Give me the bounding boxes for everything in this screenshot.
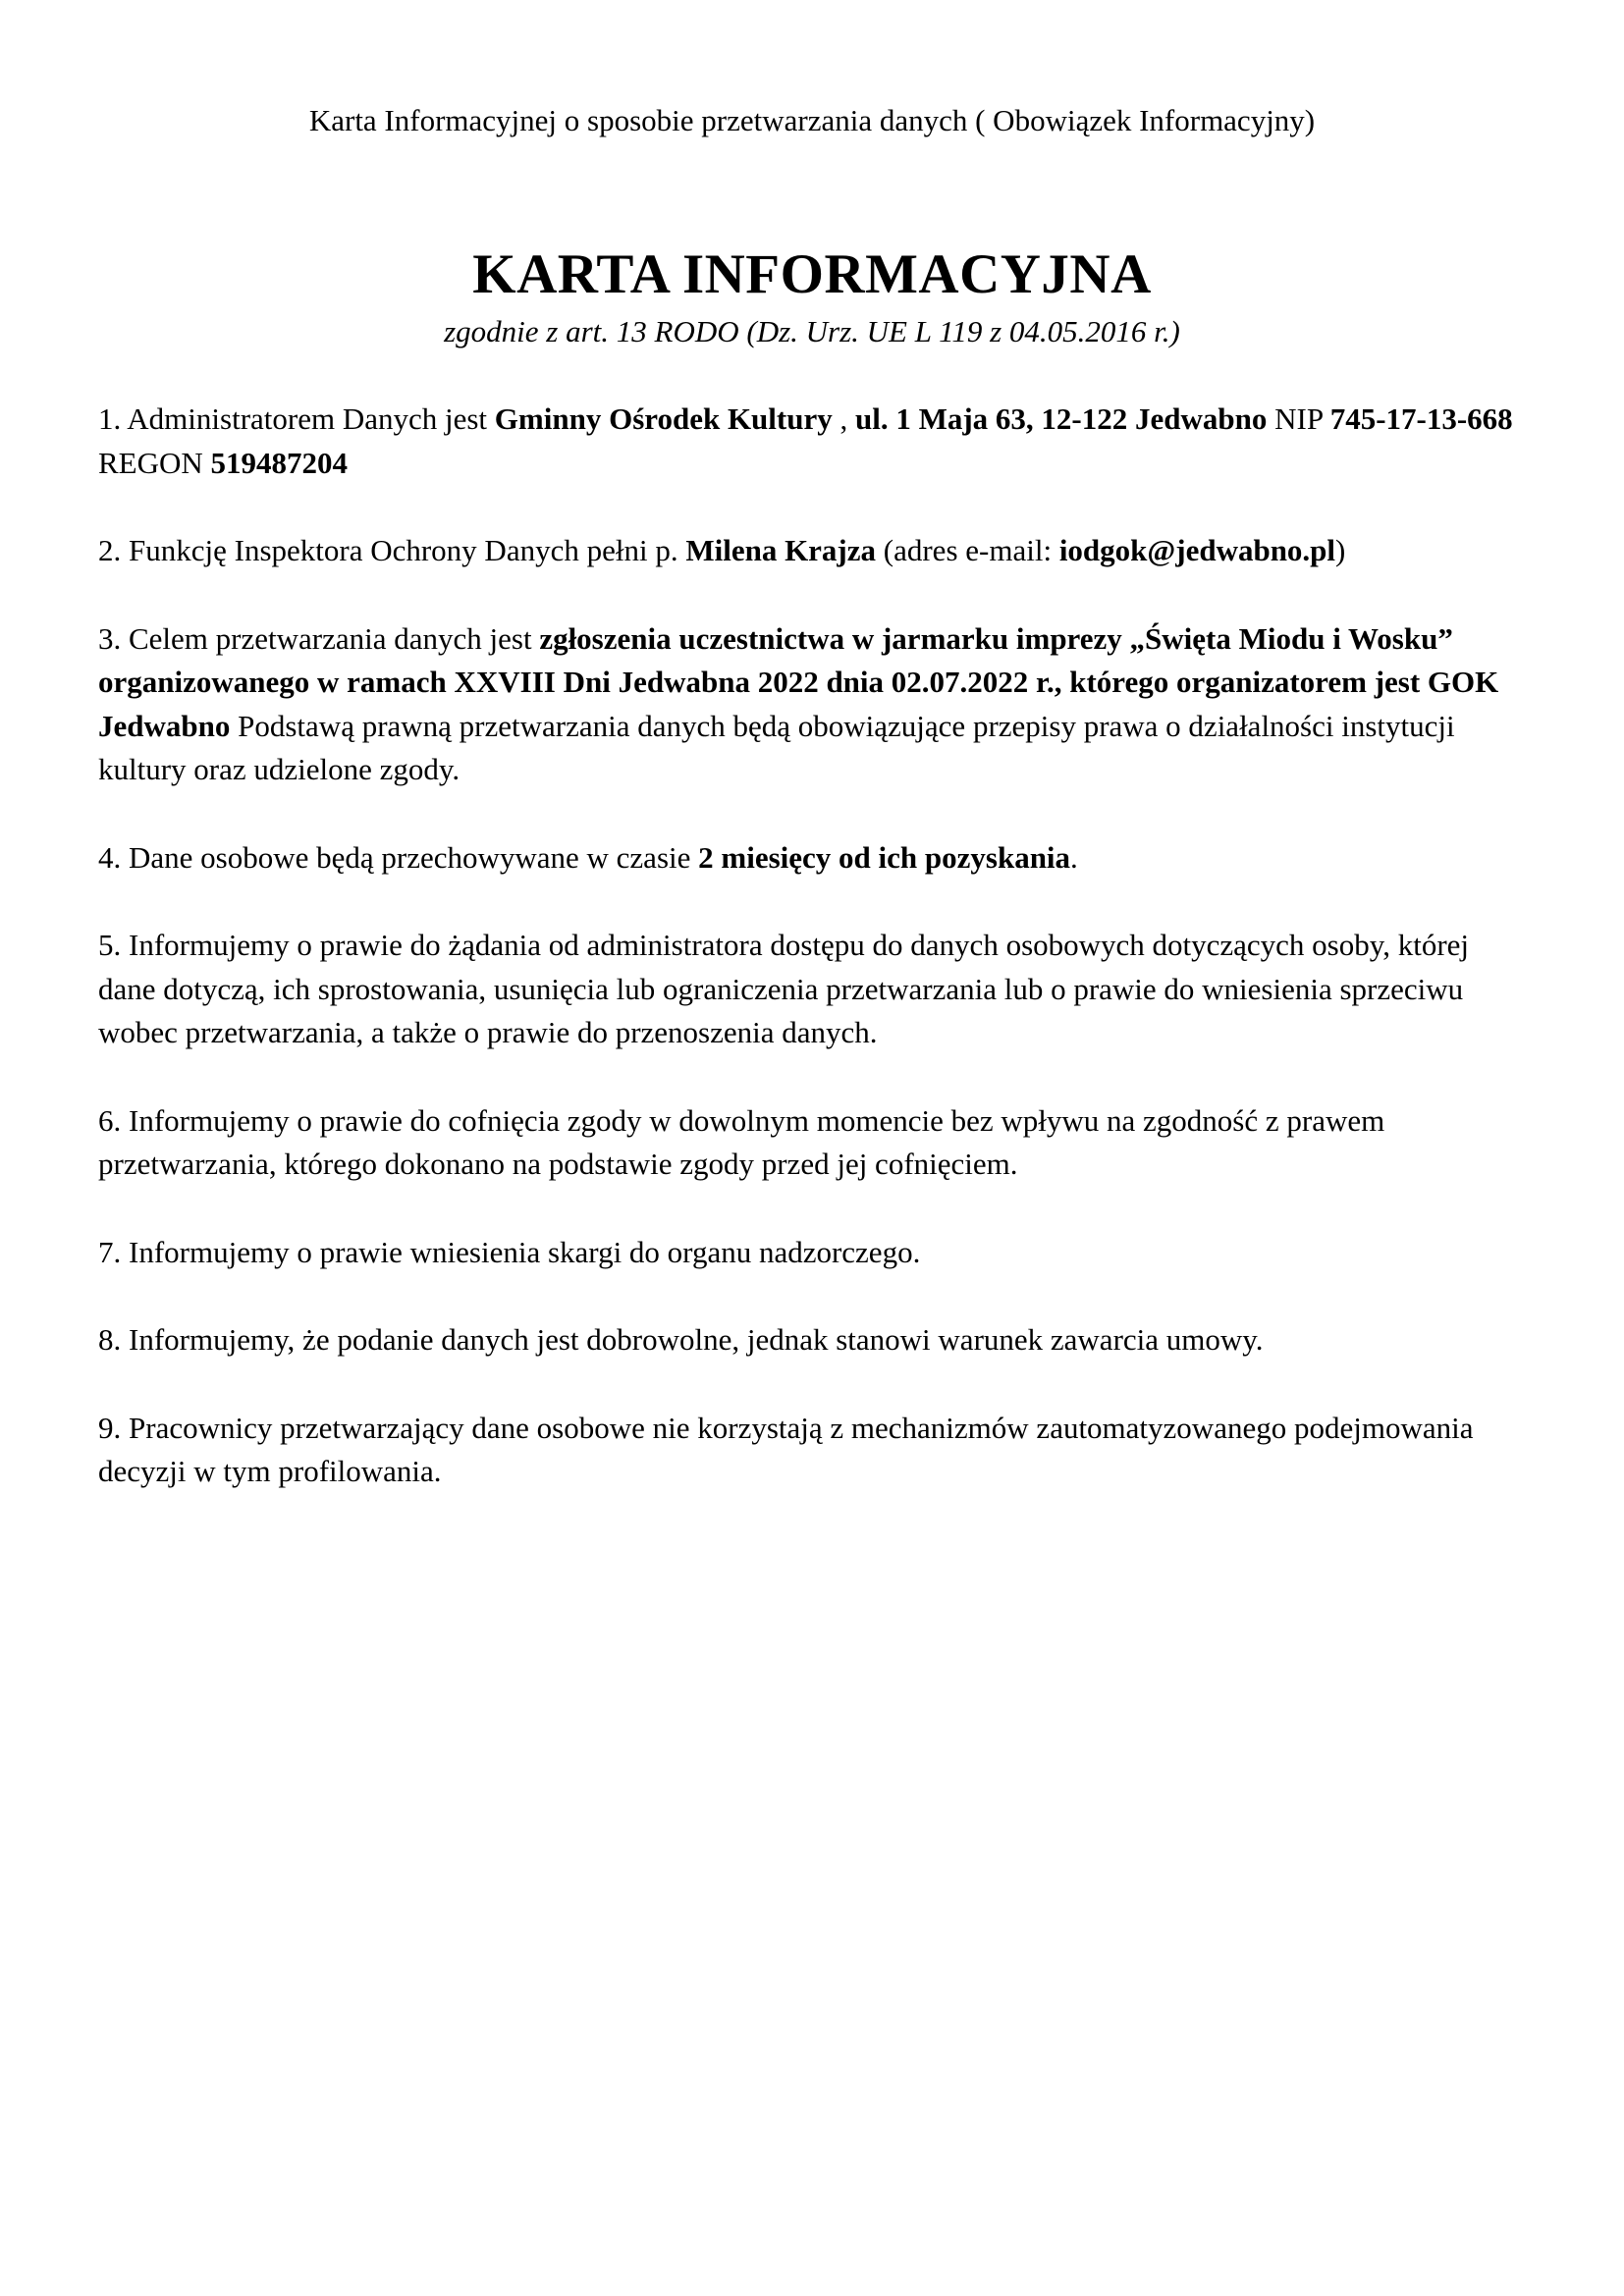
paragraph-text: (adres e-mail:: [876, 533, 1059, 567]
inspector-email: iodgok@jedwabno.pl: [1058, 533, 1336, 567]
paragraph-1: [98, 398, 1532, 485]
paragraph-number: 1.: [98, 401, 128, 436]
paragraph-text: Informujemy, że podanie danych jest dobrowolne, jednak stanowi warunek zawarcia umowy.: [129, 1322, 1264, 1357]
page-header: Karta Informacyjnej o sposobie przetwarzania danych ( Obowiązek Informacyjny): [308, 103, 1316, 137]
paragraph-number: 3.: [98, 620, 129, 656]
nip-number: 745-17-13-668: [1329, 401, 1513, 436]
paragraph-text: Pracownicy przetwarzający dane osobowe nie korzystają z mechanizmów zautomatyzowanego podejmowania decyzji w tym profilowania.: [98, 1410, 1474, 1488]
paragraph-5: [98, 924, 1532, 1055]
paragraph-text: Informujemy o prawie do żądania od administratora dostępu do danych osobowych dotyczących osoby, której dane dotyczą, ich sprostowania, usunięcia lub ograniczenia przetwarzania lub o prawie do wniesienia sprzeciwu wobec przetwarzania, a także o prawie do przenoszenia danych.: [98, 928, 1470, 1049]
paragraph-number: 7.: [98, 1234, 129, 1269]
paragraph-number: 8.: [98, 1322, 129, 1357]
inspector-name: Milena Krajza: [685, 533, 877, 567]
paragraph-text: Funkcję Inspektora Ochrony Danych pełni p.: [129, 533, 686, 567]
paragraph-number: 6.: [98, 1102, 129, 1138]
paragraph-7: [98, 1231, 1532, 1275]
paragraph-text: Informujemy o prawie do cofnięcia zgody w dowolnym momencie bez wpływu na zgodność z prawem przetwarzania, którego dokonano na podstawie zgody przed jej cofnięciem.: [98, 1102, 1385, 1181]
paragraph-text: .: [1070, 839, 1078, 875]
paragraph-text: ): [1335, 533, 1346, 567]
paragraph-text: Podstawą prawną przetwarzania danych będą obowiązujące przepisy prawa o działalności instytucji kultury oraz udzielone zgody.: [98, 708, 1455, 786]
administrator-address: ul. 1 Maja 63, 12-122 Jedwabno: [854, 401, 1268, 436]
retention-period: 2 miesięcy od ich pozyskania: [698, 839, 1071, 875]
document-title: KARTA INFORMACYJNA: [472, 243, 1152, 305]
paragraph-number: 2.: [98, 533, 129, 567]
paragraph-number: 4.: [98, 839, 129, 875]
paragraph-2: [98, 529, 1532, 573]
paragraph-6: [98, 1099, 1532, 1187]
paragraph-3: [98, 617, 1532, 792]
paragraph-text: Celem przetwarzania danych jest: [129, 620, 540, 656]
paragraph-text: NIP: [1267, 401, 1330, 436]
paragraph-4: [98, 836, 1532, 881]
paragraph-text: Administratorem Danych jest: [127, 401, 495, 436]
paragraph-number: 5.: [98, 928, 129, 962]
paragraph-text: REGON: [98, 445, 211, 480]
paragraph-text: ,: [832, 401, 855, 436]
paragraph-number: 9.: [98, 1410, 129, 1445]
regon-number: 519487204: [210, 445, 349, 480]
administrator-name: Gminny Ośrodek Kultury: [494, 401, 833, 436]
paragraph-text: Dane osobowe będą przechowywane w czasie: [129, 839, 699, 875]
document-subtitle: zgodnie z art. 13 RODO (Dz. Urz. UE L 119 z 04.05.2016 r.): [444, 314, 1180, 348]
paragraph-text: Informujemy o prawie wniesienia skargi do organu nadzorczego.: [129, 1234, 921, 1269]
document-body: [98, 398, 1532, 1538]
paragraph-9: [98, 1407, 1532, 1494]
processing-purpose: zgłoszenia uczestnictwa w jarmarku imprezy „Święta Miodu i Wosku” organizowanego w ramach XXVIII Dni Jedwabna 2022 dnia 02.07.2022 r., którego organizatorem jest GOK Jedwabno: [98, 620, 1499, 743]
paragraph-8: [98, 1318, 1532, 1362]
